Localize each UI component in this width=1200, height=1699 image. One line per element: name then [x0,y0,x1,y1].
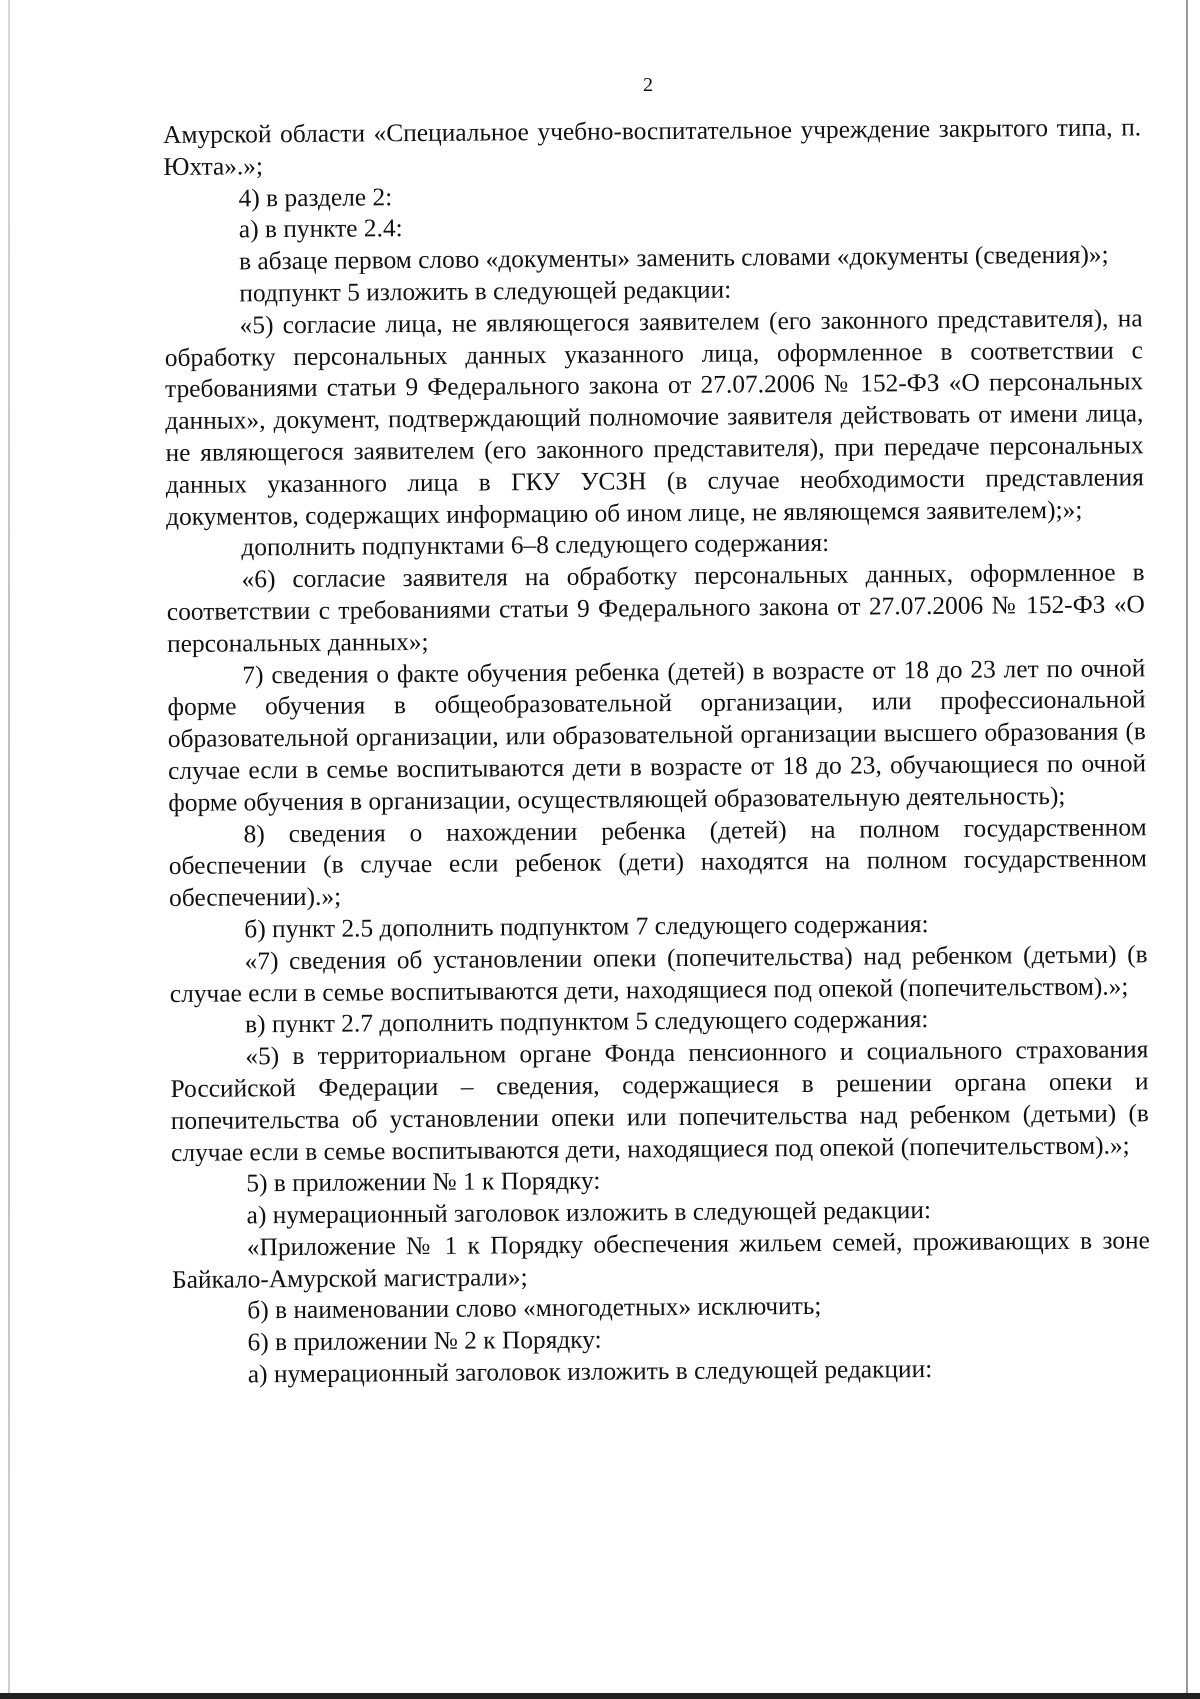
paragraph: а) нумерационный заголовок изложить в следующей редакции: [246,1196,932,1230]
paragraph: а) в пункте 2.4: [238,214,403,244]
paragraph: а) нумерационный заголовок изложить в следующей редакции: [247,1355,933,1389]
paragraph: 5) в приложении № 1 к Порядку: [246,1166,601,1198]
paragraph: в) пункт 2.7 дополнить подпунктом 5 следующего содержания: [244,1005,929,1039]
paragraph: Амурской области «Специальное учебно-воспитательное учреждение закрытого типа, п. Юхта».»; [163,113,1142,181]
paragraph: 7) сведения о факте обучения ребенка (детей) в возрасте от 18 до 23 лет по очной форме обучения в общеобразовательной организации, или профессиональной образовательной организации, или образовательной организации высшего образования (в случае если в семье воспитываются дети в возрасте от 18 до 23, обучающиеся по очной форме обучения в организации, осуществляющей образовательную деятельность); [167,653,1147,817]
paragraph: 8) сведения о нахождении ребенка (детей) на полном государственном обеспечении (в случае если ребенок (дети) находятся на полном государственном обеспечении).»; [168,812,1147,913]
scan-edge-right [1186,0,1188,1699]
paragraph: «5) в территориальном органе Фонда пенсионного и социального страхования Российской Федерации – сведения, содержащиеся в решении органа опеки и попечительства об установлении опеки или попечительства над ребенком (детьми) (в случае если в семье воспитываются дети, находящиеся под опекой (попечительством).»; [170,1035,1149,1167]
scan-edge-bottom [0,1693,1200,1699]
paragraph: «7) сведения об установлении опеки (попечительства) над ребенком (детьми) (в случае если в семье воспитываются дети, находящиеся под опекой (попечительством).»; [169,940,1148,1008]
page-number: 2 [643,74,653,96]
paragraph: в абзаце первом слово «документы» заменить словами «документы (сведения)»; [239,240,1109,276]
paragraph: б) пункт 2.5 дополнить подпунктом 7 следующего содержания: [244,909,929,944]
paragraph: 4) в разделе 2: [238,182,393,213]
paragraph: «6) согласие заявителя на обработку персональных данных, оформленное в соответствии с требованиями статьи 9 Федерального закона от 27.07.2006 № 152-ФЗ «О персональных данных»; [166,558,1145,658]
paragraph: подпункт 5 изложить в следующей редакции: [239,275,732,308]
paragraph: «5) согласие лица, не являющегося заявителем (его законного представителя), на обработку персональных данных указанного лица, оформленное в соответствии с требованиями статьи 9 Федерального закона от 27.07.2006 № 152-ФЗ «О персональных данных», документ, подтверждающий полномочие заявителя действовать от имени лица, не являющегося заявителем (его законного представителя), при передаче персональных данных указанного лица в ГКУ УСЗН (в случае необходимости представления документов, содержащих информацию об ином лице, не являющемся заявителем);»; [164,304,1144,531]
paragraph: 6) в приложении № 2 к Порядку: [247,1325,602,1357]
document-body [163,112,1151,1392]
scan-edge-left [8,0,10,1699]
paragraph: дополнить подпунктами 6–8 следующего содержания: [241,529,830,562]
paragraph: б) в наименовании слово «многодетных» исключить; [247,1292,822,1325]
paragraph: «Приложение № 1 к Порядку обеспечения жильем семей, проживающих в зоне Байкало-Амурской магистрали»; [171,1226,1150,1294]
